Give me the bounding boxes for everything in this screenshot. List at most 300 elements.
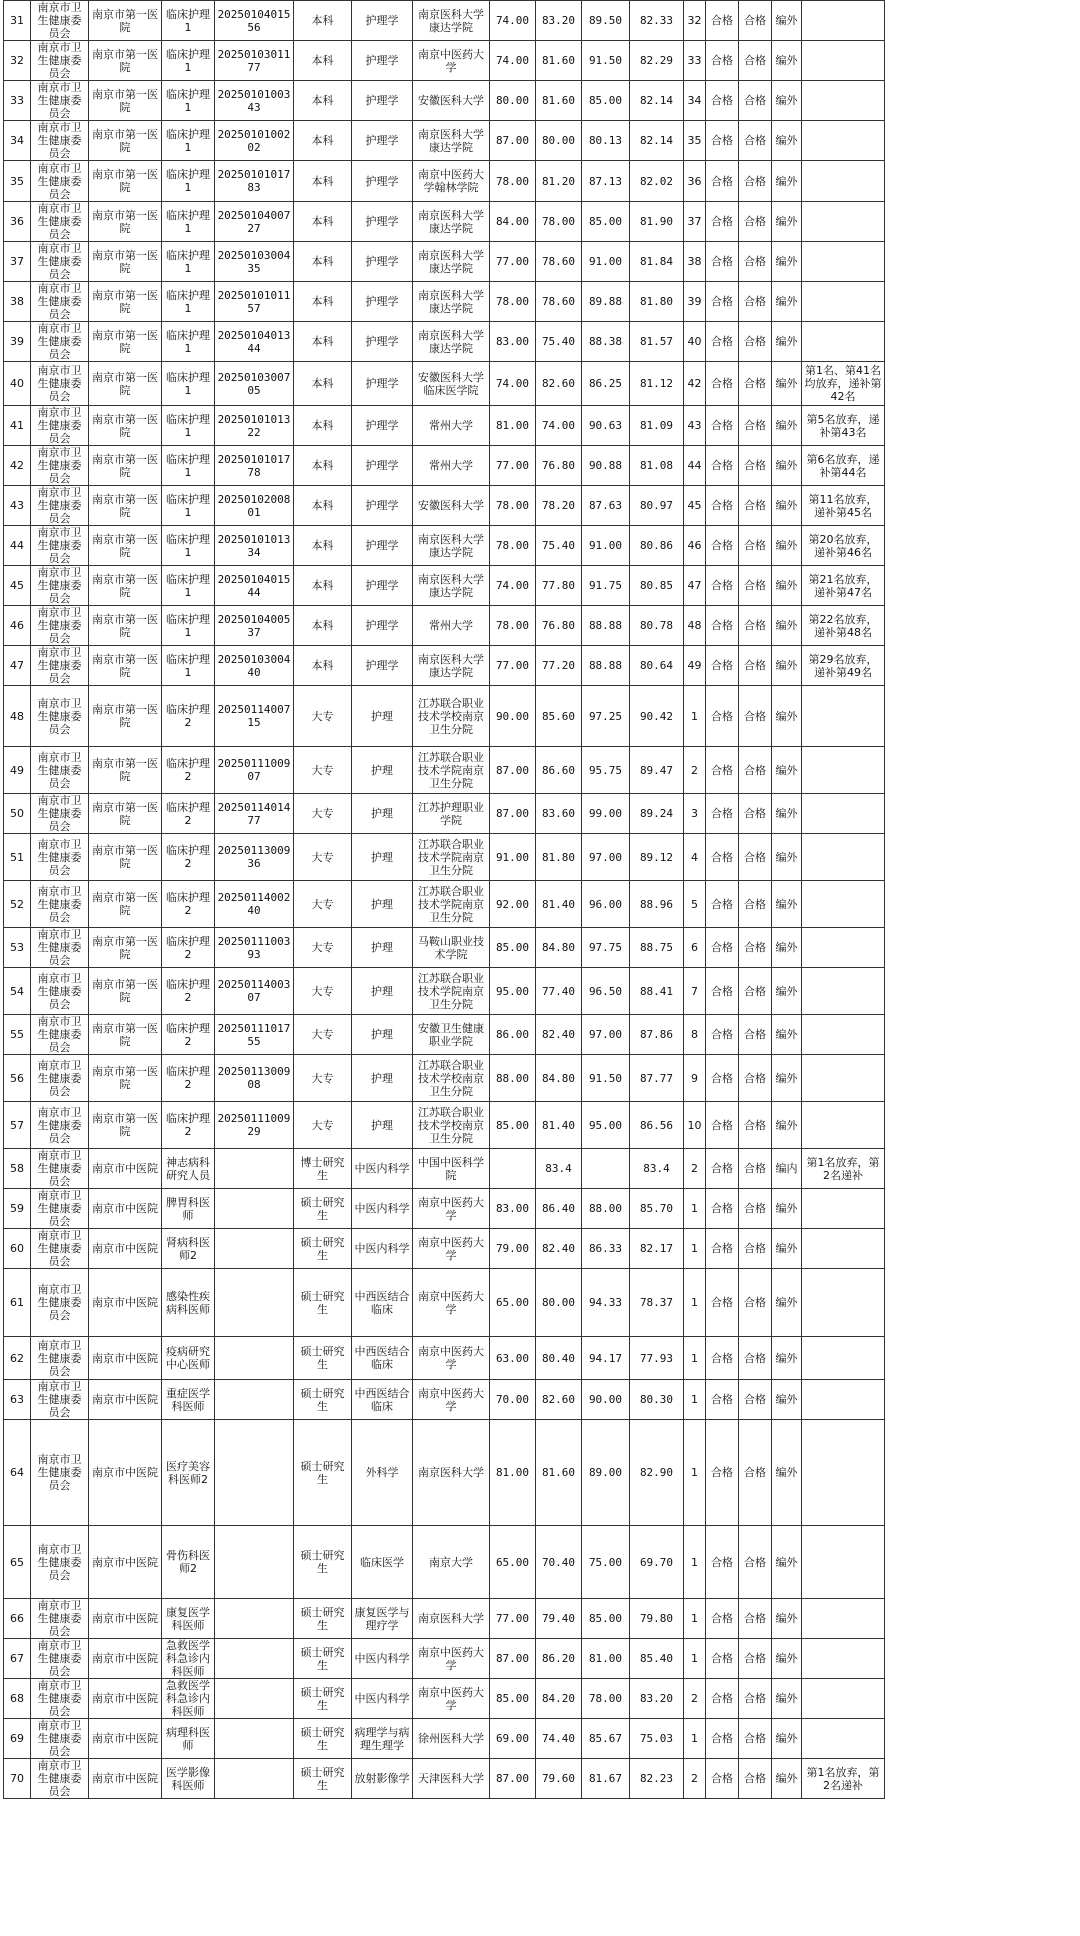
- cell-remark: [802, 161, 885, 202]
- table-row: [4, 1639, 885, 1679]
- cell-written-score: 70.00: [490, 1380, 536, 1420]
- cell-skill-score: 89.50: [582, 1, 630, 41]
- cell-inspection: 合格: [739, 526, 772, 566]
- cell-position: 临床护理1: [162, 406, 215, 446]
- cell-row-number: 51: [4, 834, 31, 881]
- cell-inspection: 合格: [739, 282, 772, 322]
- cell-remark: [802, 968, 885, 1015]
- cell-education: 本科: [294, 202, 352, 242]
- cell-remark: 第11名放弃，递补第45名: [802, 486, 885, 526]
- table-row: [4, 486, 885, 526]
- cell-physical-exam: 合格: [706, 794, 739, 834]
- cell-education: 硕士研究生: [294, 1719, 352, 1759]
- cell-hospital: 南京市中医院: [89, 1337, 162, 1380]
- table-row: [4, 446, 885, 486]
- table-row: [4, 1015, 885, 1055]
- cell-staffing-type: 编外: [772, 747, 802, 794]
- cell-interview-score: 80.00: [536, 121, 582, 161]
- cell-hospital: 南京市中医院: [89, 1380, 162, 1420]
- cell-total-score: 86.56: [630, 1102, 684, 1149]
- cell-physical-exam: 合格: [706, 1149, 739, 1189]
- cell-skill-score: 97.00: [582, 1015, 630, 1055]
- cell-rank: 3: [684, 794, 706, 834]
- cell-physical-exam: 合格: [706, 1719, 739, 1759]
- table-row: [4, 606, 885, 646]
- cell-hospital: 南京市第一医院: [89, 406, 162, 446]
- cell-rank: 34: [684, 81, 706, 121]
- cell-row-number: 39: [4, 322, 31, 362]
- cell-written-score: 81.00: [490, 406, 536, 446]
- cell-school: 江苏联合职业技术学院南京卫生分院: [413, 881, 490, 928]
- cell-major: 护理学: [352, 41, 413, 81]
- cell-physical-exam: 合格: [706, 928, 739, 968]
- cell-inspection: 合格: [739, 646, 772, 686]
- cell-inspection: 合格: [739, 486, 772, 526]
- cell-school: 南京医科大学: [413, 1599, 490, 1639]
- table-row: [4, 794, 885, 834]
- cell-interview-score: 81.60: [536, 1420, 582, 1526]
- cell-written-score: 85.00: [490, 928, 536, 968]
- cell-total-score: 81.80: [630, 282, 684, 322]
- cell-hospital: 南京市第一医院: [89, 686, 162, 747]
- cell-position: 疫病研究中心医师: [162, 1337, 215, 1380]
- cell-exam-number: [215, 1526, 294, 1599]
- cell-interview-score: 81.40: [536, 881, 582, 928]
- cell-hospital: 南京市中医院: [89, 1149, 162, 1189]
- cell-remark: 第22名放弃，递补第48名: [802, 606, 885, 646]
- table-row: [4, 1380, 885, 1420]
- cell-major: 护理学: [352, 526, 413, 566]
- cell-employer: 南京市卫生健康委员会: [31, 1055, 89, 1102]
- cell-inspection: 合格: [739, 1639, 772, 1679]
- cell-position: 急救医学科急诊内科医师: [162, 1679, 215, 1719]
- cell-hospital: 南京市第一医院: [89, 41, 162, 81]
- cell-inspection: 合格: [739, 1380, 772, 1420]
- cell-rank: 1: [684, 1229, 706, 1269]
- cell-employer: 南京市卫生健康委员会: [31, 1420, 89, 1526]
- cell-row-number: 70: [4, 1759, 31, 1799]
- cell-position: 急救医学科急诊内科医师: [162, 1639, 215, 1679]
- cell-remark: [802, 282, 885, 322]
- cell-remark: 第1名、第41名均放弃，递补第42名: [802, 362, 885, 406]
- cell-total-score: 80.30: [630, 1380, 684, 1420]
- table-row: [4, 202, 885, 242]
- cell-row-number: 67: [4, 1639, 31, 1679]
- cell-skill-score: 81.00: [582, 1639, 630, 1679]
- cell-exam-number: 2025011300908: [215, 1055, 294, 1102]
- cell-total-score: 82.33: [630, 1, 684, 41]
- cell-row-number: 61: [4, 1269, 31, 1337]
- cell-school: 南京中医药大学: [413, 1679, 490, 1719]
- cell-skill-score: 91.50: [582, 41, 630, 81]
- cell-position: 医疗美容科医师2: [162, 1420, 215, 1526]
- cell-school: 南京大学: [413, 1526, 490, 1599]
- cell-row-number: 62: [4, 1337, 31, 1380]
- cell-major: 护理: [352, 686, 413, 747]
- cell-total-score: 82.23: [630, 1759, 684, 1799]
- cell-school: 江苏联合职业技术学院南京卫生分院: [413, 968, 490, 1015]
- cell-position: 临床护理1: [162, 566, 215, 606]
- cell-skill-score: 87.13: [582, 161, 630, 202]
- cell-staffing-type: 编外: [772, 486, 802, 526]
- cell-staffing-type: 编外: [772, 1015, 802, 1055]
- cell-exam-number: 2025010101322: [215, 406, 294, 446]
- cell-physical-exam: 合格: [706, 747, 739, 794]
- cell-hospital: 南京市中医院: [89, 1526, 162, 1599]
- cell-total-score: 88.75: [630, 928, 684, 968]
- cell-total-score: 85.40: [630, 1639, 684, 1679]
- cell-rank: 44: [684, 446, 706, 486]
- cell-total-score: 82.17: [630, 1229, 684, 1269]
- cell-hospital: 南京市第一医院: [89, 1102, 162, 1149]
- cell-hospital: 南京市中医院: [89, 1759, 162, 1799]
- cell-rank: 6: [684, 928, 706, 968]
- cell-rank: 42: [684, 362, 706, 406]
- cell-position: 临床护理1: [162, 322, 215, 362]
- cell-exam-number: 2025010100343: [215, 81, 294, 121]
- cell-employer: 南京市卫生健康委员会: [31, 1, 89, 41]
- cell-remark: [802, 686, 885, 747]
- cell-hospital: 南京市第一医院: [89, 1, 162, 41]
- cell-written-score: 88.00: [490, 1055, 536, 1102]
- cell-school: 安徽卫生健康职业学院: [413, 1015, 490, 1055]
- cell-interview-score: 80.40: [536, 1337, 582, 1380]
- cell-major: 护理学: [352, 362, 413, 406]
- cell-exam-number: [215, 1229, 294, 1269]
- cell-row-number: 52: [4, 881, 31, 928]
- cell-row-number: 33: [4, 81, 31, 121]
- cell-major: 临床医学: [352, 1526, 413, 1599]
- cell-physical-exam: 合格: [706, 242, 739, 282]
- cell-position: 临床护理2: [162, 1015, 215, 1055]
- cell-remark: [802, 121, 885, 161]
- cell-interview-score: 81.20: [536, 161, 582, 202]
- cell-major: 护理学: [352, 1, 413, 41]
- cell-row-number: 50: [4, 794, 31, 834]
- cell-rank: 36: [684, 161, 706, 202]
- cell-school: 江苏护理职业学院: [413, 794, 490, 834]
- cell-education: 硕士研究生: [294, 1229, 352, 1269]
- cell-education: 本科: [294, 446, 352, 486]
- cell-written-score: 84.00: [490, 202, 536, 242]
- cell-position: 临床护理2: [162, 968, 215, 1015]
- cell-school: 常州大学: [413, 406, 490, 446]
- cell-major: 护理学: [352, 202, 413, 242]
- cell-written-score: 78.00: [490, 606, 536, 646]
- table-row: [4, 1679, 885, 1719]
- cell-school: 南京医科大学: [413, 1420, 490, 1526]
- cell-school: 南京中医药大学: [413, 1337, 490, 1380]
- cell-physical-exam: 合格: [706, 881, 739, 928]
- cell-school: 江苏联合职业技术学校南京卫生分院: [413, 1102, 490, 1149]
- cell-remark: [802, 1102, 885, 1149]
- cell-row-number: 48: [4, 686, 31, 747]
- cell-education: 硕士研究生: [294, 1189, 352, 1229]
- cell-written-score: 69.00: [490, 1719, 536, 1759]
- cell-skill-score: 80.13: [582, 121, 630, 161]
- cell-major: 中西医结合临床: [352, 1337, 413, 1380]
- cell-skill-score: 86.33: [582, 1229, 630, 1269]
- cell-position: 临床护理1: [162, 81, 215, 121]
- cell-written-score: 79.00: [490, 1229, 536, 1269]
- cell-exam-number: [215, 1380, 294, 1420]
- cell-exam-number: 2025010101778: [215, 446, 294, 486]
- cell-exam-number: 2025010300440: [215, 646, 294, 686]
- cell-rank: 48: [684, 606, 706, 646]
- table-row: [4, 1269, 885, 1337]
- cell-position: 临床护理1: [162, 41, 215, 81]
- cell-physical-exam: 合格: [706, 968, 739, 1015]
- cell-major: 护理学: [352, 606, 413, 646]
- cell-school: 南京医科大学康达学院: [413, 121, 490, 161]
- cell-total-score: 78.37: [630, 1269, 684, 1337]
- cell-hospital: 南京市中医院: [89, 1599, 162, 1639]
- cell-education: 硕士研究生: [294, 1759, 352, 1799]
- cell-row-number: 41: [4, 406, 31, 446]
- table-row: [4, 1149, 885, 1189]
- cell-remark: [802, 1269, 885, 1337]
- cell-rank: 1: [684, 1526, 706, 1599]
- table-row: [4, 1102, 885, 1149]
- cell-major: 中医内科学: [352, 1679, 413, 1719]
- cell-rank: 38: [684, 242, 706, 282]
- cell-remark: [802, 242, 885, 282]
- cell-remark: [802, 794, 885, 834]
- cell-remark: [802, 1719, 885, 1759]
- cell-interview-score: 81.60: [536, 41, 582, 81]
- cell-rank: 43: [684, 406, 706, 446]
- cell-skill-score: 90.00: [582, 1380, 630, 1420]
- cell-interview-score: 78.20: [536, 486, 582, 526]
- cell-skill-score: 96.00: [582, 881, 630, 928]
- cell-school: 江苏联合职业技术学校南京卫生分院: [413, 1055, 490, 1102]
- cell-education: 本科: [294, 161, 352, 202]
- cell-row-number: 42: [4, 446, 31, 486]
- cell-interview-score: 77.80: [536, 566, 582, 606]
- cell-education: 大专: [294, 881, 352, 928]
- cell-employer: 南京市卫生健康委员会: [31, 1380, 89, 1420]
- cell-position: 临床护理2: [162, 686, 215, 747]
- cell-inspection: 合格: [739, 1189, 772, 1229]
- cell-row-number: 69: [4, 1719, 31, 1759]
- cell-position: 临床护理1: [162, 1, 215, 41]
- cell-staffing-type: 编外: [772, 566, 802, 606]
- cell-total-score: 87.86: [630, 1015, 684, 1055]
- cell-remark: [802, 322, 885, 362]
- cell-remark: [802, 1015, 885, 1055]
- cell-rank: 1: [684, 1599, 706, 1639]
- cell-exam-number: [215, 1679, 294, 1719]
- cell-written-score: 78.00: [490, 161, 536, 202]
- cell-written-score: 86.00: [490, 1015, 536, 1055]
- cell-physical-exam: 合格: [706, 1055, 739, 1102]
- cell-exam-number: 2025010300435: [215, 242, 294, 282]
- table-row: [4, 968, 885, 1015]
- cell-physical-exam: 合格: [706, 1759, 739, 1799]
- cell-skill-score: 85.00: [582, 202, 630, 242]
- cell-row-number: 38: [4, 282, 31, 322]
- cell-major: 护理: [352, 834, 413, 881]
- cell-interview-score: 84.80: [536, 1055, 582, 1102]
- cell-position: 临床护理2: [162, 1102, 215, 1149]
- cell-staffing-type: 编外: [772, 121, 802, 161]
- cell-skill-score: 88.38: [582, 322, 630, 362]
- cell-exam-number: [215, 1149, 294, 1189]
- cell-rank: 45: [684, 486, 706, 526]
- cell-staffing-type: 编外: [772, 1639, 802, 1679]
- cell-major: 护理学: [352, 446, 413, 486]
- cell-major: 放射影像学: [352, 1759, 413, 1799]
- cell-major: 病理学与病理生理学: [352, 1719, 413, 1759]
- cell-position: 临床护理1: [162, 161, 215, 202]
- cell-education: 硕士研究生: [294, 1269, 352, 1337]
- cell-rank: 1: [684, 1337, 706, 1380]
- cell-exam-number: 2025010401556: [215, 1, 294, 41]
- cell-hospital: 南京市第一医院: [89, 486, 162, 526]
- cell-physical-exam: 合格: [706, 1102, 739, 1149]
- table-row: [4, 406, 885, 446]
- cell-education: 本科: [294, 121, 352, 161]
- cell-total-score: 81.09: [630, 406, 684, 446]
- cell-interview-score: 77.20: [536, 646, 582, 686]
- cell-major: 外科学: [352, 1420, 413, 1526]
- cell-total-score: 90.42: [630, 686, 684, 747]
- table-row: [4, 747, 885, 794]
- cell-major: 护理: [352, 1055, 413, 1102]
- cell-employer: 南京市卫生健康委员会: [31, 446, 89, 486]
- cell-employer: 南京市卫生健康委员会: [31, 526, 89, 566]
- cell-school: 南京中医药大学: [413, 1189, 490, 1229]
- cell-employer: 南京市卫生健康委员会: [31, 646, 89, 686]
- table-row: [4, 322, 885, 362]
- cell-inspection: 合格: [739, 362, 772, 406]
- cell-exam-number: 2025011100929: [215, 1102, 294, 1149]
- cell-rank: 39: [684, 282, 706, 322]
- cell-staffing-type: 编外: [772, 406, 802, 446]
- cell-hospital: 南京市第一医院: [89, 242, 162, 282]
- cell-skill-score: 90.88: [582, 446, 630, 486]
- cell-employer: 南京市卫生健康委员会: [31, 1526, 89, 1599]
- cell-physical-exam: 合格: [706, 1, 739, 41]
- cell-rank: 35: [684, 121, 706, 161]
- cell-education: 本科: [294, 406, 352, 446]
- cell-inspection: 合格: [739, 1759, 772, 1799]
- cell-hospital: 南京市第一医院: [89, 446, 162, 486]
- cell-employer: 南京市卫生健康委员会: [31, 747, 89, 794]
- cell-interview-score: 74.00: [536, 406, 582, 446]
- cell-major: 护理: [352, 747, 413, 794]
- cell-inspection: 合格: [739, 446, 772, 486]
- cell-interview-score: 78.00: [536, 202, 582, 242]
- cell-education: 本科: [294, 322, 352, 362]
- cell-position: 骨伤科医师2: [162, 1526, 215, 1599]
- cell-rank: 1: [684, 1420, 706, 1526]
- cell-skill-score: 91.50: [582, 1055, 630, 1102]
- cell-school: 南京医科大学康达学院: [413, 1, 490, 41]
- cell-employer: 南京市卫生健康委员会: [31, 1102, 89, 1149]
- cell-inspection: 合格: [739, 1420, 772, 1526]
- cell-interview-score: 81.60: [536, 81, 582, 121]
- cell-skill-score: 97.00: [582, 834, 630, 881]
- cell-written-score: 74.00: [490, 362, 536, 406]
- cell-physical-exam: 合格: [706, 446, 739, 486]
- cell-written-score: 77.00: [490, 446, 536, 486]
- cell-staffing-type: 编外: [772, 1229, 802, 1269]
- cell-exam-number: [215, 1599, 294, 1639]
- table-row: [4, 1759, 885, 1799]
- cell-physical-exam: 合格: [706, 1639, 739, 1679]
- cell-total-score: 89.12: [630, 834, 684, 881]
- cell-education: 大专: [294, 1015, 352, 1055]
- cell-row-number: 44: [4, 526, 31, 566]
- table-row: [4, 242, 885, 282]
- table-row: [4, 1055, 885, 1102]
- cell-interview-score: 83.20: [536, 1, 582, 41]
- table-row: [4, 1229, 885, 1269]
- cell-inspection: 合格: [739, 606, 772, 646]
- cell-employer: 南京市卫生健康委员会: [31, 968, 89, 1015]
- cell-remark: [802, 1679, 885, 1719]
- cell-interview-score: 70.40: [536, 1526, 582, 1599]
- cell-staffing-type: 编外: [772, 881, 802, 928]
- cell-total-score: 83.20: [630, 1679, 684, 1719]
- cell-written-score: 78.00: [490, 282, 536, 322]
- cell-physical-exam: 合格: [706, 41, 739, 81]
- cell-total-score: 82.02: [630, 161, 684, 202]
- cell-row-number: 59: [4, 1189, 31, 1229]
- table-row: [4, 928, 885, 968]
- cell-written-score: 90.00: [490, 686, 536, 747]
- cell-physical-exam: 合格: [706, 646, 739, 686]
- cell-row-number: 55: [4, 1015, 31, 1055]
- cell-remark: 第6名放弃，递补第44名: [802, 446, 885, 486]
- cell-school: 南京中医药大学: [413, 41, 490, 81]
- cell-interview-score: 74.40: [536, 1719, 582, 1759]
- cell-inspection: 合格: [739, 1, 772, 41]
- cell-remark: [802, 928, 885, 968]
- cell-row-number: 63: [4, 1380, 31, 1420]
- cell-written-score: 87.00: [490, 747, 536, 794]
- cell-education: 本科: [294, 282, 352, 322]
- cell-education: 大专: [294, 1102, 352, 1149]
- cell-physical-exam: 合格: [706, 322, 739, 362]
- cell-staffing-type: 编外: [772, 161, 802, 202]
- cell-inspection: 合格: [739, 202, 772, 242]
- cell-school: 中国中医科学院: [413, 1149, 490, 1189]
- cell-major: 护理学: [352, 486, 413, 526]
- table-row: [4, 1420, 885, 1526]
- cell-education: 大专: [294, 686, 352, 747]
- table-row: [4, 121, 885, 161]
- cell-skill-score: 96.50: [582, 968, 630, 1015]
- cell-position: 临床护理1: [162, 606, 215, 646]
- cell-position: 临床护理2: [162, 834, 215, 881]
- table-row: [4, 566, 885, 606]
- cell-exam-number: [215, 1719, 294, 1759]
- table-row: [4, 161, 885, 202]
- cell-written-score: 87.00: [490, 121, 536, 161]
- cell-exam-number: [215, 1189, 294, 1229]
- cell-written-score: 74.00: [490, 41, 536, 81]
- table-row: [4, 834, 885, 881]
- cell-education: 本科: [294, 81, 352, 121]
- cell-total-score: 77.93: [630, 1337, 684, 1380]
- cell-rank: 1: [684, 1380, 706, 1420]
- cell-inspection: 合格: [739, 566, 772, 606]
- cell-position: 重症医学科医师: [162, 1380, 215, 1420]
- cell-staffing-type: 编外: [772, 834, 802, 881]
- cell-physical-exam: 合格: [706, 121, 739, 161]
